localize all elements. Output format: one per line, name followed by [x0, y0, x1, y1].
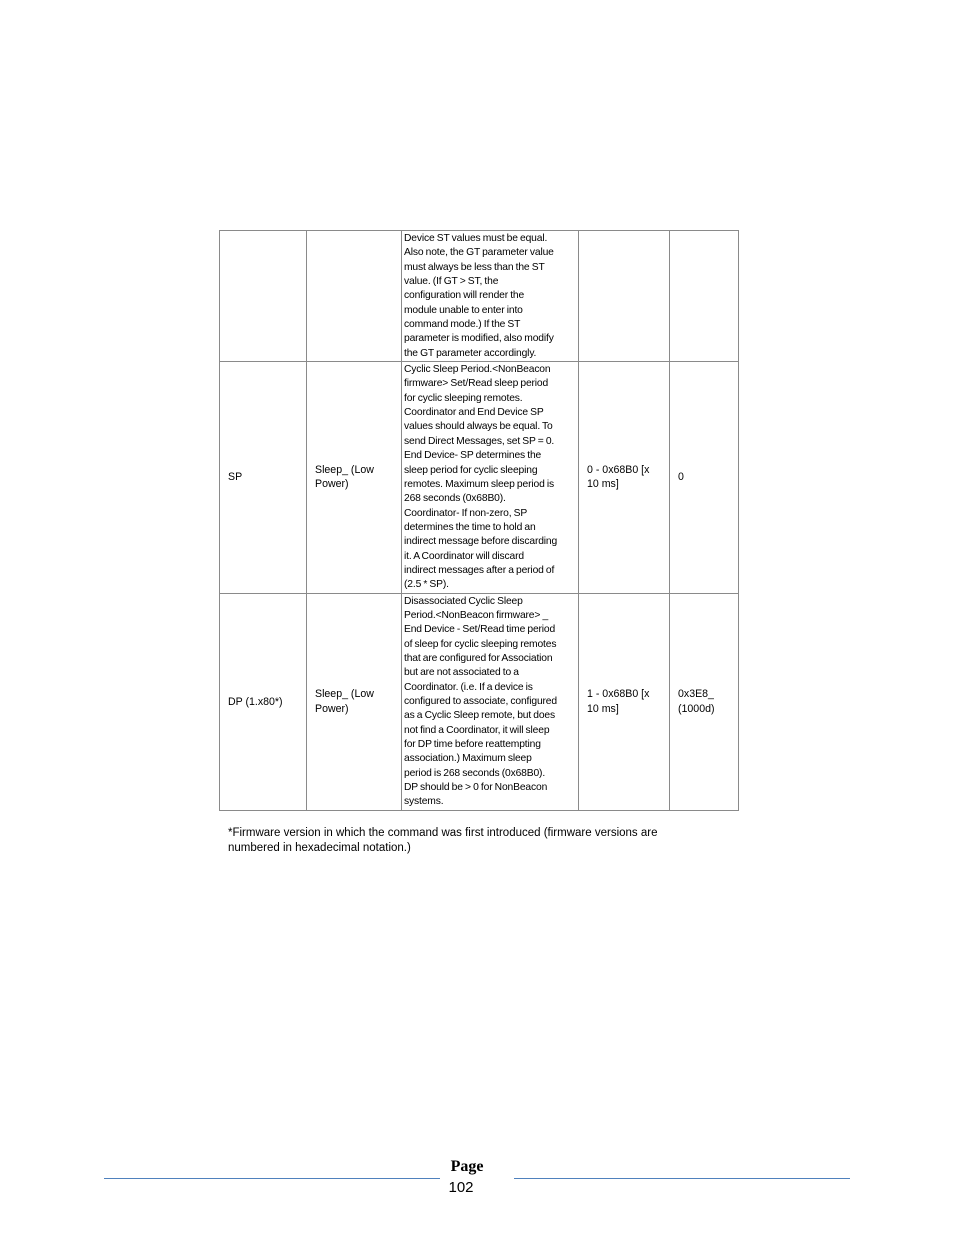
footer-rule-right [514, 1178, 850, 1179]
page-label: Page [450, 1158, 484, 1175]
description-line: that are configured for Association [404, 652, 553, 664]
description-line: the GT parameter accordingly. [404, 347, 537, 359]
description-line: Cyclic Sleep Period.<NonBeacon [404, 364, 551, 376]
range-cell: 0 - 0x68B0 [x 10 ms] [579, 362, 670, 594]
page-number: 102 [448, 1179, 474, 1196]
description-line: as a Cyclic Sleep remote, but does [404, 710, 556, 722]
description-line: Also note, the GT parameter value [404, 247, 554, 259]
category-cell [307, 231, 402, 362]
range-cell [579, 231, 670, 362]
footer-rule-left [104, 1178, 440, 1179]
description-line: Device ST values must be equal. [404, 233, 548, 244]
page-footer [0, 1155, 954, 1205]
range-cell: 1 - 0x68B0 [x 10 ms] [579, 593, 670, 810]
description-line: parameter is modified, also modify [404, 333, 554, 345]
description-line: send Direct Messages, set SP = 0. [404, 435, 555, 447]
description-line: indirect messages after a period of [404, 564, 555, 576]
at-command-table [219, 230, 739, 811]
table-row [220, 593, 739, 810]
description-line: configuration will render the [404, 290, 525, 302]
description-line: 268 seconds (0x68B0). [404, 493, 506, 505]
description-line: indirect message before discarding [404, 536, 558, 548]
command-cell: DP (1.x80*) [220, 593, 307, 810]
footnote [228, 826, 728, 855]
description-line: End Device- SP determines the [404, 450, 542, 462]
description-line: Coordinator and End Device SP [404, 407, 544, 419]
description-line: sleep period for cyclic sleeping [404, 464, 538, 476]
description-line: Period.<NonBeacon firmware> _ [404, 609, 549, 621]
description-line: not find a Coordinator, it will sleep [404, 724, 550, 736]
description-line: for cyclic sleeping remotes. [404, 392, 523, 404]
description-cell [402, 231, 579, 362]
description-line: Coordinator- If non-zero, SP [404, 507, 528, 519]
description-line: systems. [404, 796, 444, 808]
description-line: period is 268 seconds (0x68B0). [404, 767, 546, 779]
description-line: it. A Coordinator will discard [404, 550, 524, 562]
description-cell [402, 362, 579, 594]
footnote-line: *Firmware version in which the command was first introduced (firmware versions are [228, 827, 658, 839]
command-cell [220, 231, 307, 362]
description-line: for DP time before reattempting [404, 739, 541, 751]
category-cell: Sleep_ (Low Power) [307, 362, 402, 594]
description-line: command mode.) If the ST [404, 319, 521, 331]
command-table-container [219, 230, 738, 811]
description-cell [402, 593, 579, 810]
default-cell: 0 [670, 362, 739, 594]
table-row [220, 231, 739, 362]
description-line: firmware> Set/Read sleep period [404, 378, 549, 390]
description-line: of sleep for cyclic sleeping remotes [404, 638, 557, 650]
description-line: association.) Maximum sleep [404, 753, 532, 765]
description-line: DP should be > 0 for NonBeacon [404, 782, 548, 794]
command-cell: SP [220, 362, 307, 594]
table-row [220, 362, 739, 594]
description-line: determines the time to hold an [404, 521, 536, 533]
category-cell: Sleep_ (Low Power) [307, 593, 402, 810]
footnote-line: numbered in hexadecimal notation.) [228, 841, 411, 854]
description-line: End Device - Set/Read time period [404, 624, 556, 636]
description-line: but are not associated to a [404, 667, 519, 679]
description-line: value. (If GT > ST, the [404, 276, 499, 288]
default-cell: 0x3E8_ (1000d) [670, 593, 739, 810]
description-line: (2.5 * SP). [404, 579, 449, 591]
description-line: remotes. Maximum sleep period is [404, 478, 554, 490]
description-line: Disassociated Cyclic Sleep [404, 595, 523, 607]
description-line: Coordinator. (i.e. If a device is [404, 681, 533, 693]
default-cell [670, 231, 739, 362]
description-line: module unable to enter into [404, 304, 523, 316]
description-line: configured to associate, configured [404, 696, 557, 707]
description-line: values should always be equal. To [404, 421, 553, 433]
description-line: must always be less than the ST [404, 261, 545, 273]
